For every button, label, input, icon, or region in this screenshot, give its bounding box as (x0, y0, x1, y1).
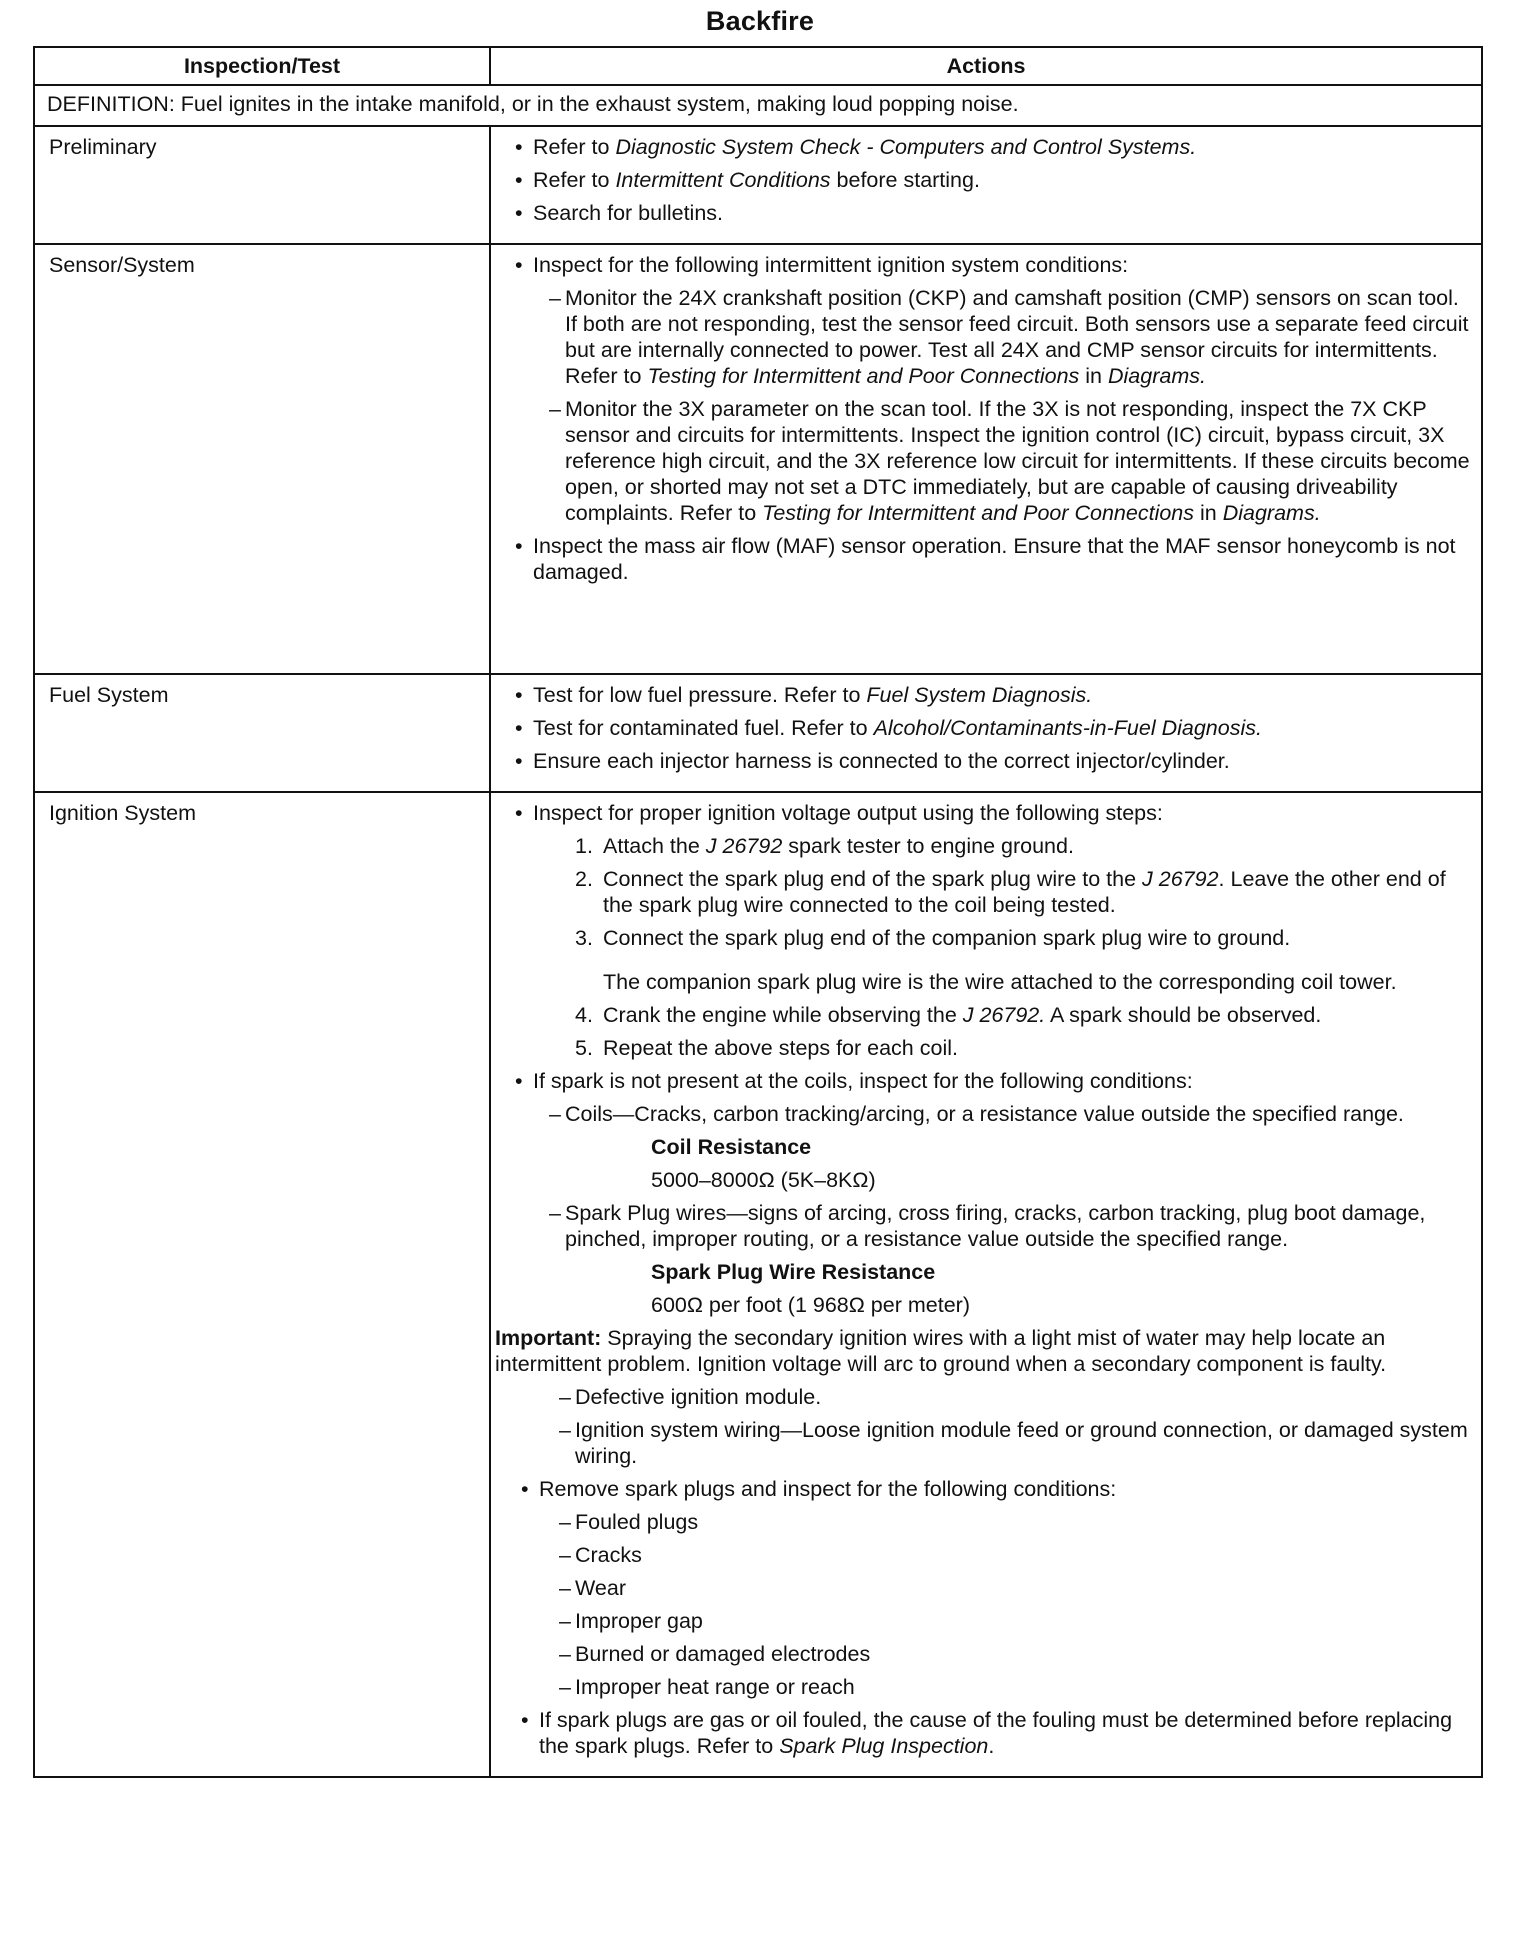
step-item (509, 925, 1471, 951)
reference-link[interactable]: Fuel System Diagnosis. (866, 683, 1093, 707)
definition-row (34, 85, 1482, 126)
page-title: Backfire (705, 6, 815, 36)
sub-list-item (509, 1641, 1471, 1667)
step-item (509, 1035, 1471, 1061)
text: Connect the spark plug end of the companion spark plug wire to ground. (603, 926, 1291, 950)
list-item: • Search for bulletins. (509, 200, 1471, 226)
step-item (509, 1002, 1471, 1028)
row-label-ignition-system: Ignition System (34, 792, 490, 1777)
row-actions-sensor-system (490, 244, 1482, 674)
list-item (509, 682, 1471, 708)
text: Monitor the 24X crankshaft position (CKP) and camshaft position (CMP) sensors on scan tool. If both are not responding, test the sensor feed circuit. Both sensors use a separate feed circuit but are internally connected to power. Test all 24X and CMP sensor circuits for intermittents. Refer to (565, 286, 1469, 388)
step-item (509, 866, 1471, 918)
dash-marker: – (549, 1201, 561, 1225)
text: A spark should be observed. (1045, 1003, 1322, 1027)
list-item (509, 134, 1471, 160)
table-row (34, 792, 1482, 1777)
sub-list-item (509, 1674, 1471, 1700)
diagnostic-table (33, 46, 1483, 1778)
step-note: The companion spark plug wire is the wire attached to the corresponding coil tower. (603, 970, 1397, 994)
text: Refer to (533, 135, 616, 159)
text: Wear (575, 1576, 626, 1600)
text: spark tester to engine ground. (782, 834, 1074, 858)
text: Repeat the above steps for each coil. (603, 1036, 958, 1060)
dash-marker: – (559, 1609, 571, 1633)
sub-list-item (509, 1509, 1471, 1535)
step-number: 5. (575, 1036, 593, 1060)
important-label: Important: (495, 1326, 602, 1350)
reference-link[interactable]: Alcohol/Contaminants-in-Fuel Diagnosis. (873, 716, 1262, 740)
sub-list-item (509, 1542, 1471, 1568)
text: Ignition system wiring—Loose ignition module feed or ground connection, or damaged system wiring. (575, 1418, 1468, 1468)
sub-list-item (509, 1417, 1471, 1469)
definition-text: DEFINITION: Fuel ignites in the intake manifold, or in the exhaust system, making loud popping noise. (34, 85, 1482, 126)
text: If spark plugs are gas or oil fouled, the cause of the fouling must be determined before replacing the spark plugs. Refer to (539, 1708, 1453, 1758)
row-actions-preliminary (490, 126, 1482, 244)
text: Cracks (575, 1543, 642, 1567)
list-item (509, 167, 1471, 193)
table-row (34, 244, 1482, 674)
list-item (509, 715, 1471, 741)
text: Spraying the secondary ignition wires with a light mist of water may help locate an intermittent problem. Ignition voltage will arc to ground when a secondary component is faulty. (495, 1326, 1387, 1376)
text: Test for contaminated fuel. Refer to (533, 716, 874, 740)
list-item (515, 1707, 1471, 1759)
dash-marker: – (559, 1385, 571, 1409)
step-number: 3. (575, 926, 593, 950)
tool-number: J 26792. (962, 1003, 1046, 1027)
sub-list-item (509, 1575, 1471, 1601)
spec-value: 600Ω per foot (1 968Ω per meter) (651, 1293, 970, 1317)
sub-list-item (509, 1200, 1471, 1252)
row-label-sensor-system: Sensor/System (34, 244, 490, 674)
text: Burned or damaged electrodes (575, 1642, 871, 1666)
list-item: • Remove spark plugs and inspect for the following conditions: (515, 1476, 1471, 1502)
reference-link[interactable]: Diagnostic System Check - Computers and Control Systems. (615, 135, 1197, 159)
text: . (988, 1734, 995, 1758)
dash-marker: – (559, 1675, 571, 1699)
tool-number: J 26792 (1142, 867, 1219, 891)
text: Refer to (533, 168, 616, 192)
row-actions-fuel-system (490, 674, 1482, 792)
reference-link[interactable]: Diagrams. (1222, 501, 1321, 525)
dash-marker: – (549, 286, 561, 310)
row-label-preliminary: Preliminary (34, 126, 490, 244)
dash-marker: – (559, 1543, 571, 1567)
sub-list-item (509, 1101, 1471, 1127)
sub-list-item (509, 1608, 1471, 1634)
reference-link[interactable]: Diagrams. (1107, 364, 1206, 388)
header-row (34, 47, 1482, 85)
spec-value: 5000–8000Ω (5K–8KΩ) (651, 1168, 876, 1192)
header-actions: Actions (490, 47, 1482, 85)
text: Attach the (603, 834, 706, 858)
step-number: 4. (575, 1003, 593, 1027)
text: Improper gap (575, 1609, 703, 1633)
text: . Leave the other end of the spark plug wire connected to the coil being tested. (603, 867, 1446, 917)
list-item: • Ensure each injector harness is connected to the correct injector/cylinder. (509, 748, 1471, 774)
sub-list-item (509, 396, 1471, 526)
text: in (1194, 501, 1223, 525)
row-actions-ignition-system (490, 792, 1482, 1777)
table-row (34, 126, 1482, 244)
tool-number: J 26792 (705, 834, 783, 858)
text: Test for low fuel pressure. Refer to (533, 683, 867, 707)
text: Connect the spark plug end of the spark plug wire to the (603, 867, 1143, 891)
text: in (1079, 364, 1108, 388)
list-item: • Inspect the mass air flow (MAF) sensor operation. Ensure that the MAF sensor honeycomb is not damaged. (509, 533, 1471, 585)
reference-link[interactable]: Intermittent Conditions (615, 168, 831, 192)
reference-link[interactable]: Testing for Intermittent and Poor Connections (762, 501, 1195, 525)
reference-link[interactable]: Testing for Intermittent and Poor Connections (647, 364, 1080, 388)
dash-marker: – (559, 1510, 571, 1534)
sub-list-item (509, 285, 1471, 389)
text: Defective ignition module. (575, 1385, 822, 1409)
dash-marker: – (549, 397, 561, 421)
step-item (509, 833, 1471, 859)
header-inspection-test: Inspection/Test (34, 47, 490, 85)
reference-link[interactable]: Spark Plug Inspection (779, 1734, 989, 1758)
text: Coils—Cracks, carbon tracking/arcing, or a resistance value outside the specified range. (565, 1102, 1404, 1126)
dash-marker: – (559, 1576, 571, 1600)
step-number: 2. (575, 867, 593, 891)
important-note (495, 1325, 1471, 1377)
dash-marker: – (559, 1642, 571, 1666)
dash-marker: – (549, 1102, 561, 1126)
spec-heading: Spark Plug Wire Resistance (651, 1260, 936, 1284)
dash-marker: – (559, 1418, 571, 1442)
text: Monitor the 3X parameter on the scan tool. If the 3X is not responding, inspect the 7X CKP sensor and circuits for intermittents. Inspect the ignition control (IC) circuit, bypass circuit, 3X reference high circuit, and the 3X reference low circuit for intermittents. If these circuits become open, or shorted may not set a DTC immediately, but are capable of causing driveability complaints. Refer to (565, 397, 1470, 525)
spec-heading: Coil Resistance (651, 1135, 812, 1159)
list-item: • Inspect for proper ignition voltage output using the following steps: (509, 800, 1471, 826)
list-item: • Inspect for the following intermittent ignition system conditions: (509, 252, 1471, 278)
text: Improper heat range or reach (575, 1675, 855, 1699)
row-label-fuel-system: Fuel System (34, 674, 490, 792)
table-row (34, 674, 1482, 792)
list-item: • If spark is not present at the coils, inspect for the following conditions: (509, 1068, 1471, 1094)
step-number: 1. (575, 834, 593, 858)
text: Spark Plug wires—signs of arcing, cross firing, cracks, carbon tracking, plug boot damage, pinched, improper routing, or a resistance value outside the specified range. (565, 1201, 1426, 1251)
sub-list-item (509, 1384, 1471, 1410)
text: Crank the engine while observing the (603, 1003, 963, 1027)
text: before starting. (830, 168, 980, 192)
text: Fouled plugs (575, 1510, 699, 1534)
